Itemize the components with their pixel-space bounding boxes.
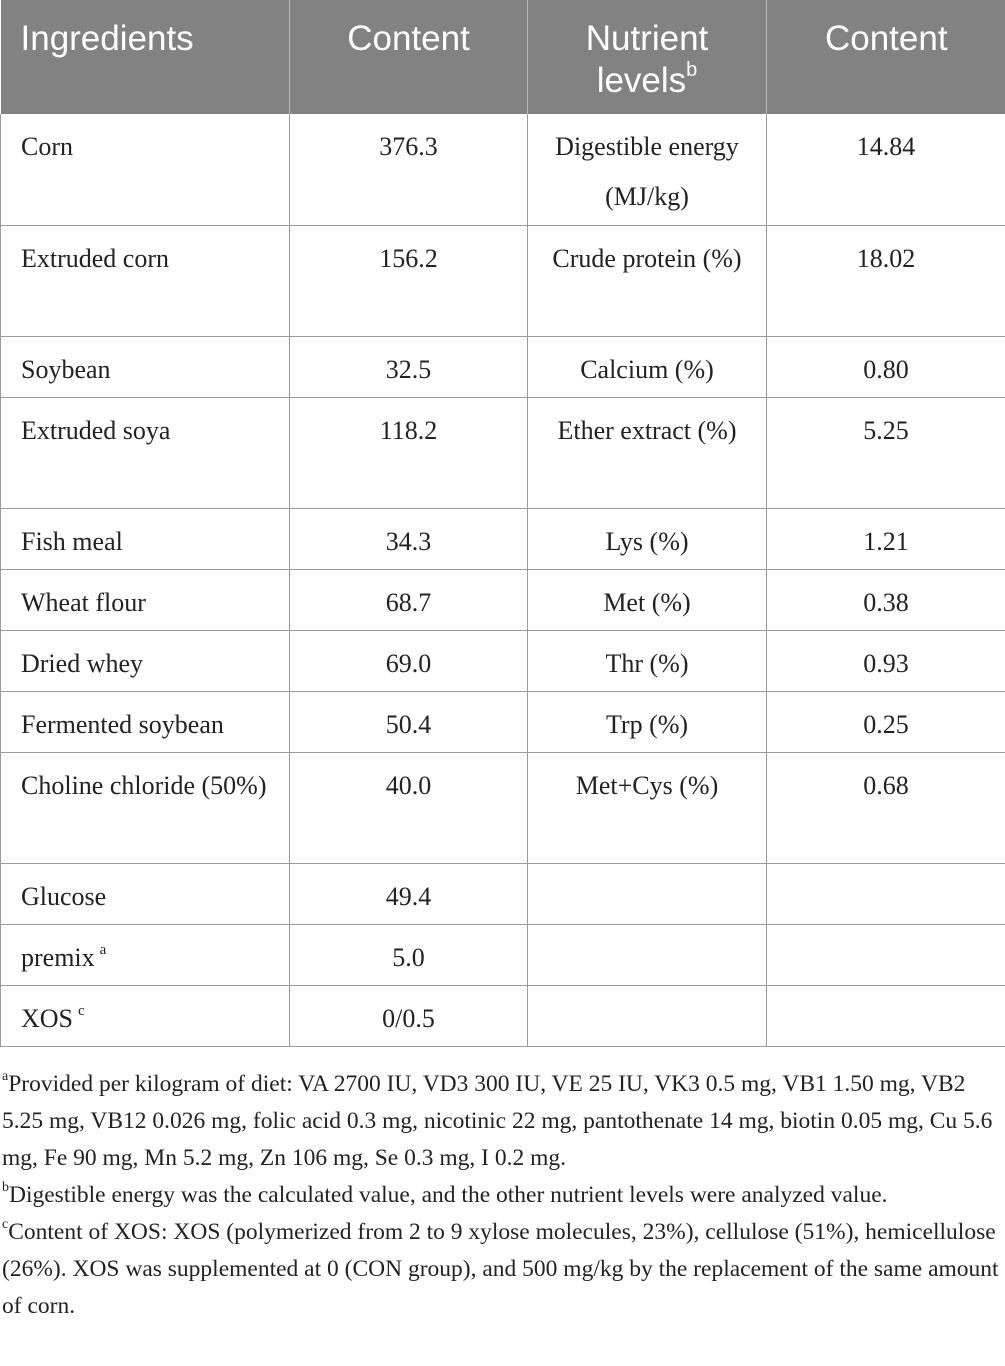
table-row: [1, 336, 1005, 397]
table-row: [1, 863, 1005, 924]
header-nutrient-footnote-mark: b: [686, 59, 698, 81]
ingredient-name: Wheat flour: [1, 569, 290, 630]
footnote-text: Content of XOS: XOS (polymerized from 2 to 9 xylose molecules, 23%), cellulose (51%), hemicellulose (26%). XOS was supplemented at 0 (CON group), and 500 mg/kg by the replacement of the same amount of corn.: [2, 1219, 999, 1319]
table-row: [1, 924, 1005, 985]
ingredient-footnote-mark: c: [78, 1002, 85, 1019]
header-nutrient-line2: levels: [596, 61, 687, 100]
nutrient-name: Met+Cys (%): [528, 752, 767, 863]
table-row: [1, 985, 1005, 1046]
nutrient-value: 0.25: [767, 691, 1005, 752]
ingredient-content: 34.3: [290, 508, 528, 569]
ingredient-name: Fish meal: [1, 508, 290, 569]
nutrient-name: [528, 924, 767, 985]
table-body: [1, 114, 1005, 1046]
nutrient-value: 14.84: [767, 114, 1005, 225]
ingredient-name: Corn: [1, 114, 290, 225]
ingredient-name: Soybean: [1, 336, 290, 397]
footnote-c: [2, 1214, 1002, 1325]
table-row: [1, 397, 1005, 508]
footnote-mark: b: [2, 1180, 9, 1195]
table-row: [1, 508, 1005, 569]
table-row: [1, 114, 1005, 225]
ingredient-name: [1, 924, 290, 985]
ingredient-content: 156.2: [290, 225, 528, 336]
nutrient-name: Met (%): [528, 569, 767, 630]
header-nutrient-levels: [528, 0, 767, 114]
nutrient-value: 1.21: [767, 508, 1005, 569]
nutrient-value: 0.68: [767, 752, 1005, 863]
header-row: [1, 0, 1005, 114]
nutrient-name: Calcium (%): [528, 336, 767, 397]
header-content-ingredients: Content: [290, 0, 528, 114]
table-row: [1, 225, 1005, 336]
ingredient-content: 0/0.5: [290, 985, 528, 1046]
ingredient-footnote-mark: a: [99, 941, 107, 958]
nutrient-value: [767, 863, 1005, 924]
nutrient-name: [528, 863, 767, 924]
footnote-mark: a: [2, 1069, 9, 1084]
ingredient-name: Glucose: [1, 863, 290, 924]
ingredient-content: 50.4: [290, 691, 528, 752]
table-header: [1, 0, 1005, 114]
footnote-text: Digestible energy was the calculated value, and the other nutrient levels were analyzed value.: [9, 1182, 888, 1208]
nutrient-value: 0.38: [767, 569, 1005, 630]
nutrient-value: 5.25: [767, 397, 1005, 508]
table-footnotes: [2, 1066, 1002, 1325]
footnote-a: [2, 1066, 1002, 1177]
ingredient-name: Fermented soybean: [1, 691, 290, 752]
nutrient-value: [767, 924, 1005, 985]
nutrient-name: Digestible energy (MJ/kg): [528, 114, 767, 225]
footnote-text: Provided per kilogram of diet: VA 2700 IU, VD3 300 IU, VE 25 IU, VK3 0.5 mg, VB1 1.50 mg, VB2 5.25 mg, VB12 0.026 mg, folic acid 0.3 mg, nicotinic 22 mg, pantothenate 14 mg, biotin 0.05 mg, Cu 5.6 mg, Fe 90 mg, Mn 5.2 mg, Zn 106 mg, Se 0.3 mg, I 0.2 mg.: [2, 1071, 993, 1171]
ingredient-name-text: premix: [21, 942, 95, 972]
ingredient-content: 49.4: [290, 863, 528, 924]
table-row: [1, 691, 1005, 752]
ingredient-content: 69.0: [290, 630, 528, 691]
nutrient-value: [767, 985, 1005, 1046]
nutrient-name: Crude protein (%): [528, 225, 767, 336]
nutrient-name: Trp (%): [528, 691, 767, 752]
nutrient-value: 18.02: [767, 225, 1005, 336]
header-ingredients: Ingredients: [1, 0, 290, 114]
header-nutrient-line1: Nutrient: [585, 19, 709, 58]
ingredient-content: 376.3: [290, 114, 528, 225]
ingredient-content: 118.2: [290, 397, 528, 508]
ingredient-name: Extruded soya: [1, 397, 290, 508]
footnote-mark: c: [2, 1217, 9, 1232]
nutrient-name: Ether extract (%): [528, 397, 767, 508]
table-row: [1, 752, 1005, 863]
ingredient-name: [1, 985, 290, 1046]
table-row: [1, 569, 1005, 630]
ingredient-content: 5.0: [290, 924, 528, 985]
ingredient-name: Choline chloride (50%): [1, 752, 290, 863]
nutrient-name: [528, 985, 767, 1046]
ingredient-name-text: XOS: [21, 1003, 74, 1033]
ingredient-name: Dried whey: [1, 630, 290, 691]
nutrient-name: Lys (%): [528, 508, 767, 569]
ingredient-content: 32.5: [290, 336, 528, 397]
ingredient-name: Extruded corn: [1, 225, 290, 336]
header-content-nutrients: Content: [767, 0, 1005, 114]
footnote-b: [2, 1177, 1002, 1214]
ingredient-content: 68.7: [290, 569, 528, 630]
nutrient-value: 0.93: [767, 630, 1005, 691]
table-row: [1, 630, 1005, 691]
ingredient-content: 40.0: [290, 752, 528, 863]
nutrient-value: 0.80: [767, 336, 1005, 397]
nutrient-name: Thr (%): [528, 630, 767, 691]
